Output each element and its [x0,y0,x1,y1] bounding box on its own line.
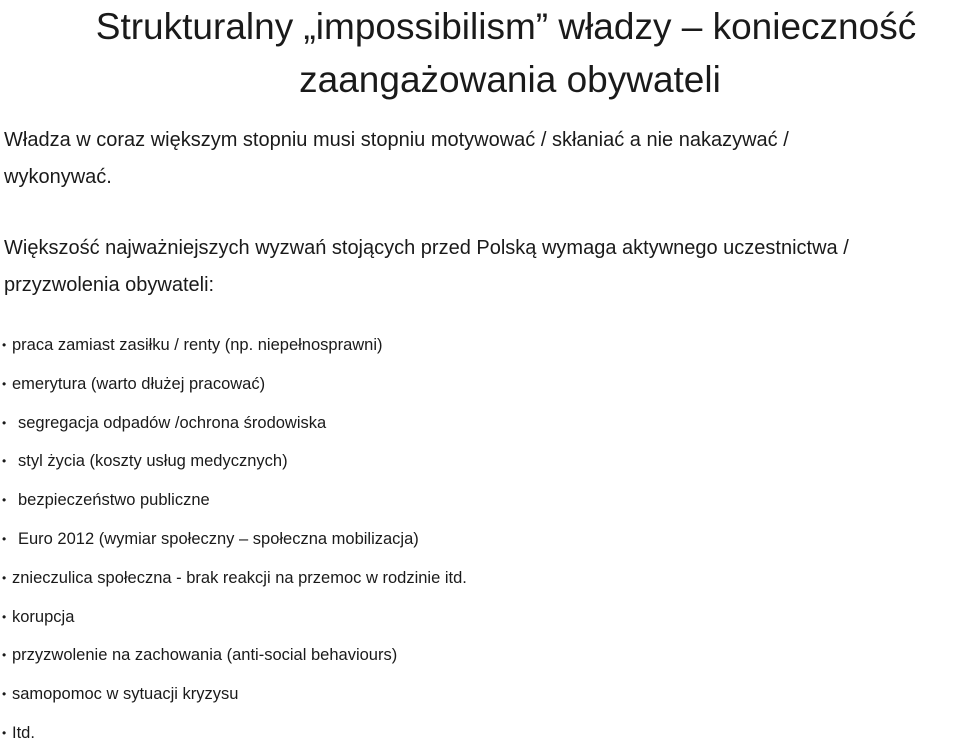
bullet-icon: • [2,531,7,546]
challenges-paragraph-line-2: przyzwolenia obywateli: [4,274,215,296]
bullet-icon: • [2,493,7,508]
list-item-text: Itd. [12,723,35,742]
intro-paragraph-line-2: wykonywać. [4,166,112,188]
bullet-icon: • [2,454,7,469]
list-item-text: samopomoc w sytuacji kryzysu [12,685,239,704]
bullet-icon: • [2,415,7,430]
bullet-icon: • [2,376,7,391]
slide-title-line-1: Strukturalny „impossibilism” władzy – konieczność [95,6,917,47]
bullet-icon: • [2,725,7,740]
slide-title [0,0,960,106]
bullet-icon: • [2,687,7,702]
list-item-text: Euro 2012 (wymiar społeczny – społeczna mobilizacja) [18,529,419,548]
list-item-text: styl życia (koszty usług medycznych) [18,452,288,471]
intro-paragraph-line-1: Władza w coraz większym stopniu musi stopniu motywować / skłaniać a nie nakazywać / [4,129,789,151]
bullet-icon: • [2,570,7,585]
intro-paragraph [4,122,954,196]
bullet-icon: • [2,338,7,352]
challenges-paragraph [4,230,954,304]
list-item-text: korupcja [12,607,75,626]
bullet-icon: • [2,609,7,624]
list-item-text: emerytura (warto dłużej pracować) [12,374,266,393]
bullet-icon: • [2,648,7,663]
list-item-text: przyzwolenie na zachowania (anti-social behaviours) [12,646,398,665]
list-item-text: znieczulica społeczna - brak reakcji na przemoc w rodzinie itd. [12,568,467,587]
list-item-text: segregacja odpadów /ochrona środowiska [18,413,327,432]
list-item-text: praca zamiast zasiłku / renty (np. niepełnosprawni) [12,336,383,354]
challenges-paragraph-line-1: Większość najważniejszych wyzwań stojących przed Polską wymaga aktywnego uczestnictwa / [4,237,849,259]
slide-title-line-2: zaangażowania obywateli [299,59,721,100]
list-item-text: bezpieczeństwo publiczne [18,491,210,510]
